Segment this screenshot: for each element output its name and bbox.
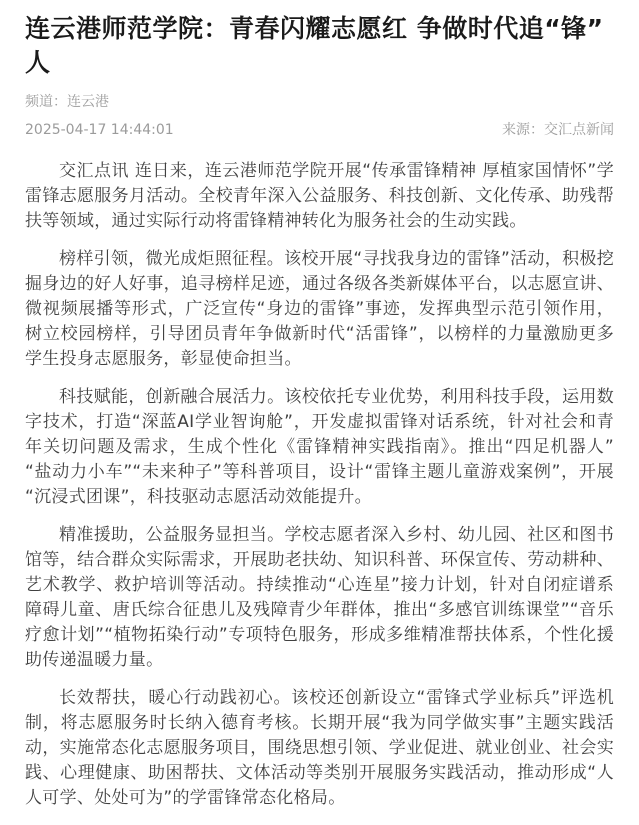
article-paragraph: 交汇点讯 连日来，连云港师范学院开展“传承雷锋精神 厚植家国情怀”学雷锋志愿服务月活动。全校青年深入公益服务、科技创新、文化传承、助残帮扶等领域，通过实际行动将雷锋精神转化为服务社会的生动实践。 — [25, 161, 614, 231]
article-title: 连云港师范学院：青春闪耀志愿红 争做时代追“锋”人 — [25, 14, 604, 77]
article-channel: 频道：连云港 — [25, 94, 109, 110]
article-paragraph: 精准援助，公益服务显担当。学校志愿者深入乡村、幼儿园、社区和图书馆等，结合群众实际需求，开展助老扶幼、知识科普、环保宣传、劳动耕种、艺术教学、救护培训等活动。持续推动“心连星”接力计划，针对自闭症谱系障碍儿童、唐氏综合征患儿及残障青少年群体，推出“多感官训练课堂”“音乐疗愈计划”“植物拓染行动”专项特色服务，形成多维精准帮扶体系，个性化援助传递温暖力量。 — [25, 525, 614, 670]
article-source: 来源：交汇点新闻 — [502, 122, 614, 138]
article-meta-row — [25, 119, 614, 139]
article-datetime: 2025-04-17 14:44:01 — [25, 122, 174, 138]
article-paragraph: 科技赋能，创新融合展活力。该校依托专业优势，利用科技手段，运用数字技术，打造“深蓝AI学业智询舱”，开发虚拟雷锋对话系统，针对社会和青年关切问题及需求，生成个性化《雷锋精神实践指南》。推出“四足机器人”“盐动力小车”“未来种子”等科普项目，设计“雷锋主题儿童游戏案例”，开展“沉浸式团课”，科技驱动志愿活动效能提升。 — [25, 387, 614, 507]
article-paragraph: 榜样引领，微光成炬照征程。该校开展“寻找我身边的雷锋”活动，积极挖掘身边的好人好事，追寻榜样足迹，通过各级各类新媒体平台，以志愿宣讲、微视频展播等形式，广泛宣传“身边的雷锋”事迹，发挥典型示范引领作用，树立校园榜样，引导团员青年争做新时代“活雷锋”，以榜样的力量激励更多学生投身志愿服务，彰显使命担当。 — [25, 249, 614, 369]
article-paragraph: 长效帮扶，暖心行动践初心。该校还创新设立“雷锋式学业标兵”评选机制，将志愿服务时长纳入德育考核。长期开展“我为同学做实事”主题实践活动，实施常态化志愿服务项目，围绕思想引领、学业促进、就业创业、社会实践、心理健康、助困帮扶、文体活动等类别开展服务实践活动，推动形成“人人可学、处处可为”的学雷锋常态化格局。 — [25, 688, 614, 808]
article-body — [25, 159, 614, 811]
